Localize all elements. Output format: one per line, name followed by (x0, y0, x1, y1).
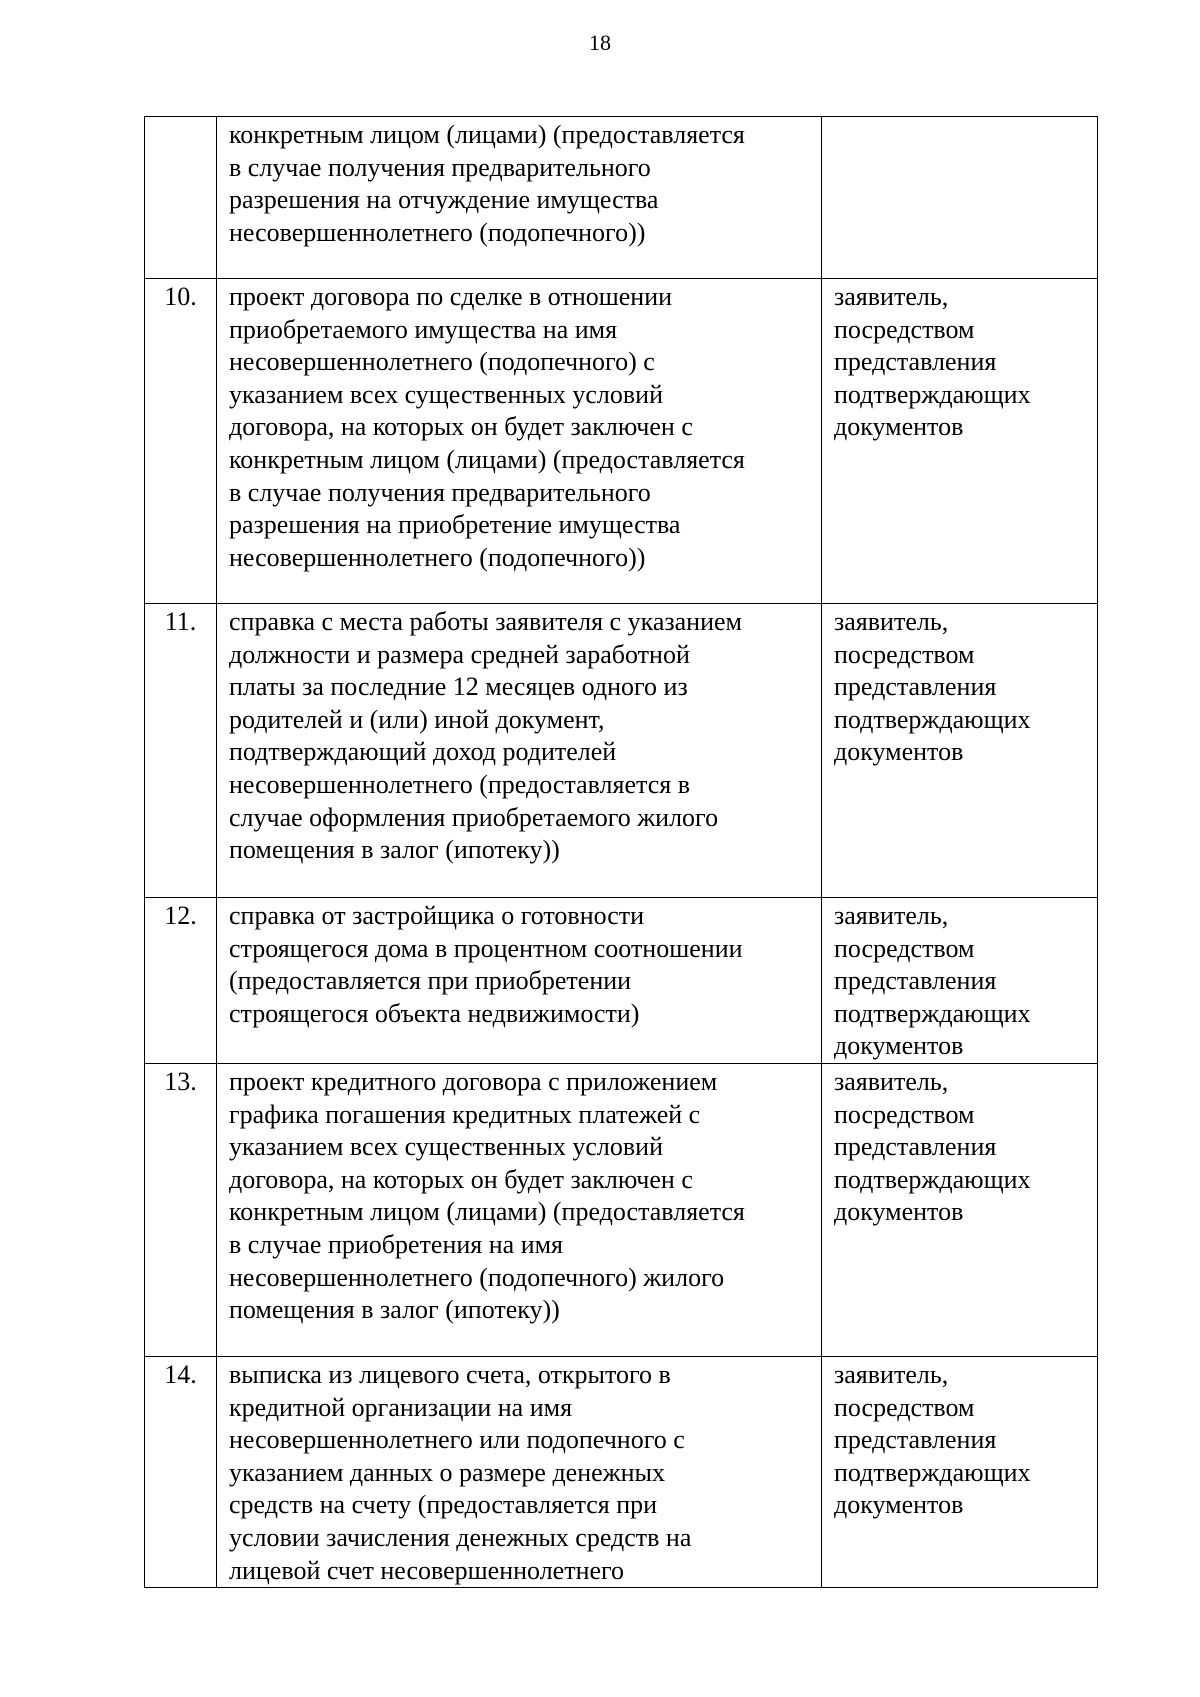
document-source-cell: заявитель, посредством представления подтверждающих документов (822, 604, 1098, 898)
row-number-cell: 13. (145, 1063, 217, 1356)
row-number-cell (145, 117, 217, 279)
table-row (145, 1063, 1098, 1356)
table-row (145, 1356, 1098, 1587)
document-description-cell: справка с места работы заявителя с указанием должности и размера средней заработной платы за последние 12 месяцев одного из родителей и (или) иной документ, подтверждающий доход родителей несовершеннолетнего (предоставляется в случае оформления приобретаемого жилого помещения в залог (ипотеку)) (217, 604, 822, 898)
document-description-cell: справка от застройщика о готовности строящегося дома в процентном соотношении (предоставляется при приобретении строящегося объекта недвижимости) (217, 898, 822, 1064)
table-row (145, 117, 1098, 279)
row-number-cell: 12. (145, 898, 217, 1064)
document-source-cell: заявитель, посредством представления подтверждающих документов (822, 1063, 1098, 1356)
documents-table (144, 116, 1098, 1588)
document-source-cell: заявитель, посредством представления подтверждающих документов (822, 1356, 1098, 1587)
table-row (145, 898, 1098, 1064)
document-source-cell: заявитель, посредством представления подтверждающих документов (822, 898, 1098, 1064)
document-source-cell: заявитель, посредством представления подтверждающих документов (822, 279, 1098, 604)
row-number-cell: 11. (145, 604, 217, 898)
document-description-cell: конкретным лицом (лицами) (предоставляется в случае получения предварительного разрешения на отчуждение имущества несовершеннолетнего (подопечного)) (217, 117, 822, 279)
document-description-cell: проект кредитного договора с приложением графика погашения кредитных платежей с указанием всех существенных условий договора, на которых он будет заключен с конкретным лицом (лицами) (предоставляется в случае приобретения на имя несовершеннолетнего (подопечного) жилого помещения в залог (ипотеку)) (217, 1063, 822, 1356)
document-description-cell: выписка из лицевого счета, открытого в кредитной организации на имя несовершеннолетнего или подопечного с указанием данных о размере денежных средств на счету (предоставляется при условии зачисления денежных средств на лицевой счет несовершеннолетнего (217, 1356, 822, 1587)
table-row (145, 279, 1098, 604)
table-row (145, 604, 1098, 898)
document-description-cell: проект договора по сделке в отношении приобретаемого имущества на имя несовершеннолетнего (подопечного) с указанием всех существенных условий договора, на которых он будет заключен с конкретным лицом (лицами) (предоставляется в случае получения предварительного разрешения на приобретение имущества несовершеннолетнего (подопечного)) (217, 279, 822, 604)
row-number-cell: 14. (145, 1356, 217, 1587)
document-source-cell (822, 117, 1098, 279)
page-number: 18 (589, 30, 611, 55)
row-number-cell: 10. (145, 279, 217, 604)
